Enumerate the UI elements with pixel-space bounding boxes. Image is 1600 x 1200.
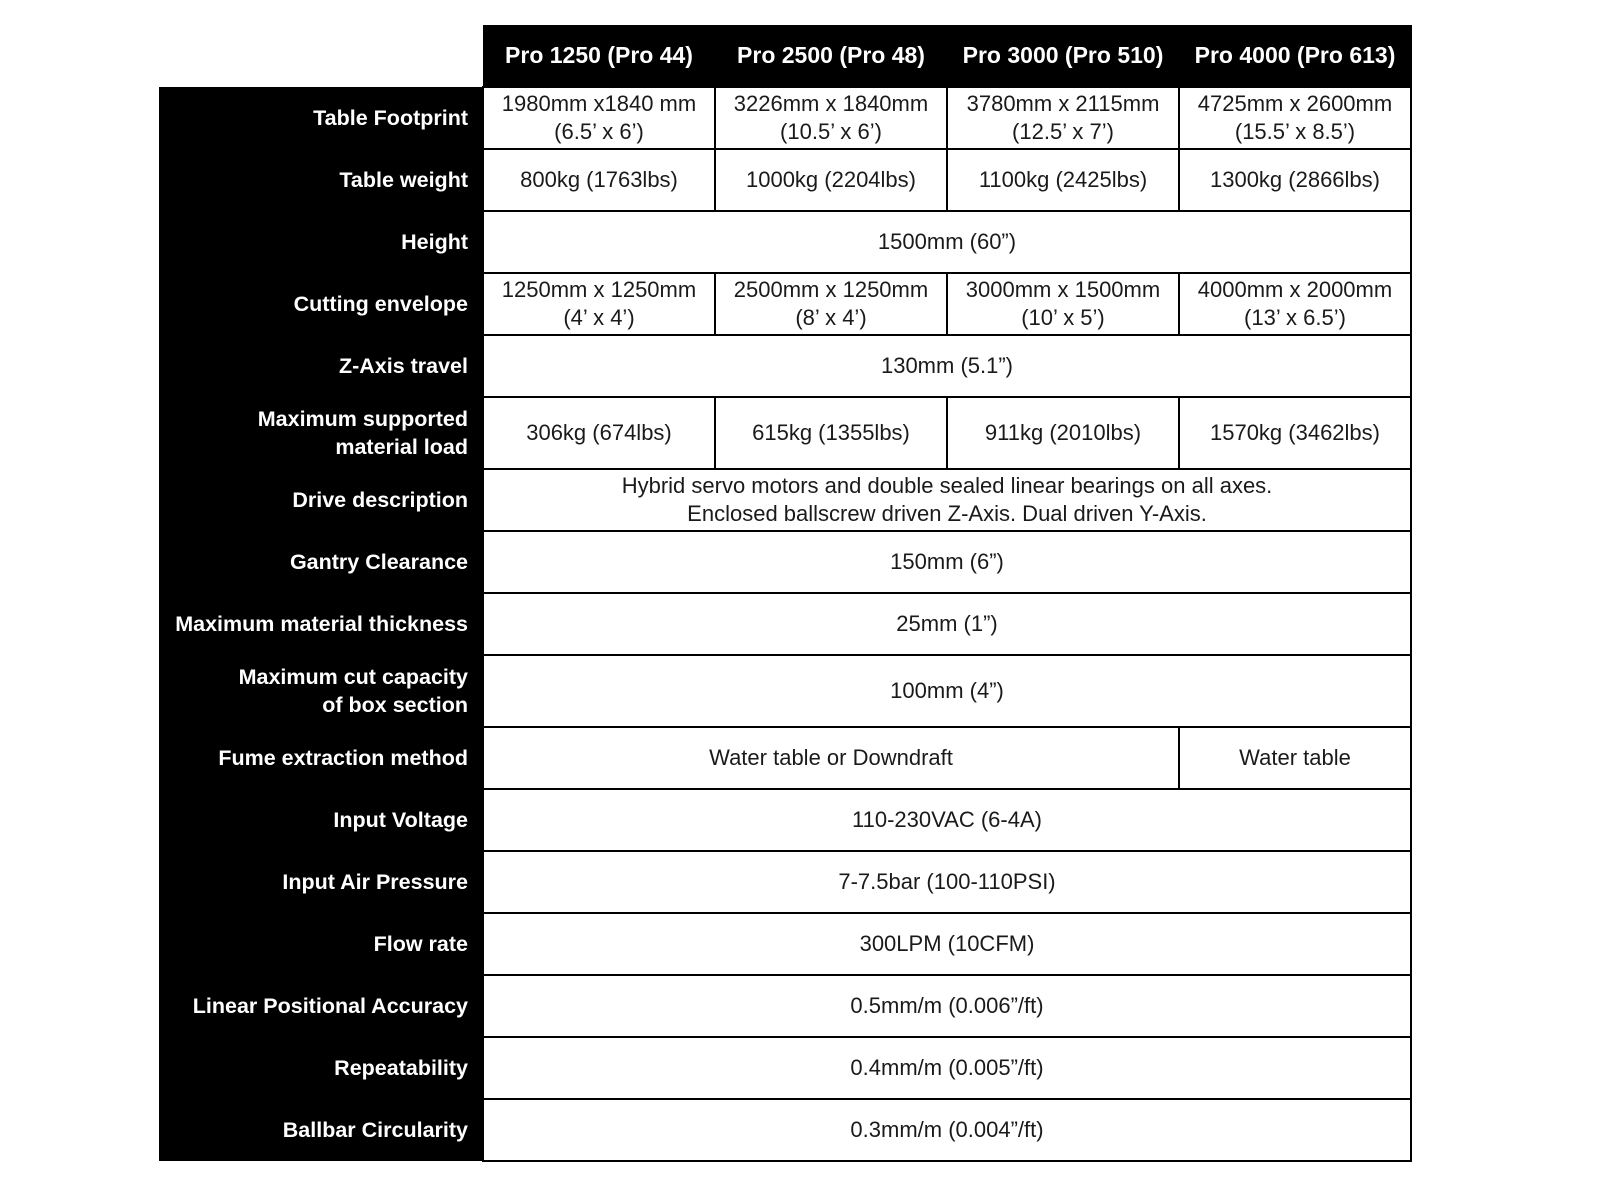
row-table-footprint	[159, 87, 1411, 149]
table-cell: 300LPM (10CFM)	[483, 913, 1411, 975]
table-cell: 0.5mm/m (0.006”/ft)	[483, 975, 1411, 1037]
table-cell: 3000mm x 1500mm (10’ x 5’)	[947, 273, 1179, 335]
row-gantry-clearance	[159, 531, 1411, 593]
row-table-weight	[159, 149, 1411, 211]
row-label: Fume extraction method	[159, 727, 483, 789]
table-cell: 25mm (1”)	[483, 593, 1411, 655]
table-cell: 3780mm x 2115mm (12.5’ x 7’)	[947, 87, 1179, 149]
column-header: Pro 1250 (Pro 44)	[483, 25, 715, 87]
row-label: Gantry Clearance	[159, 531, 483, 593]
row-label: Table weight	[159, 149, 483, 211]
table-cell: 1300kg (2866lbs)	[1179, 149, 1411, 211]
table-cell: 1980mm x1840 mm (6.5’ x 6’)	[483, 87, 715, 149]
row-label: Cutting envelope	[159, 273, 483, 335]
row-max-material-load	[159, 397, 1411, 469]
table-cell: 615kg (1355lbs)	[715, 397, 947, 469]
row-label: Height	[159, 211, 483, 273]
row-label: Repeatability	[159, 1037, 483, 1099]
table-cell: 150mm (6”)	[483, 531, 1411, 593]
row-repeatability	[159, 1037, 1411, 1099]
row-label: Flow rate	[159, 913, 483, 975]
row-linear-accuracy	[159, 975, 1411, 1037]
table-cell: 1500mm (60”)	[483, 211, 1411, 273]
row-label: Z-Axis travel	[159, 335, 483, 397]
table-cell: 0.4mm/m (0.005”/ft)	[483, 1037, 1411, 1099]
table-cell: 800kg (1763lbs)	[483, 149, 715, 211]
row-label: Maximum material thickness	[159, 593, 483, 655]
table-cell: 4000mm x 2000mm (13’ x 6.5’)	[1179, 273, 1411, 335]
column-header: Pro 3000 (Pro 510)	[947, 25, 1179, 87]
table-cell: 1000kg (2204lbs)	[715, 149, 947, 211]
row-label: Input Air Pressure	[159, 851, 483, 913]
table-cell: 1570kg (3462lbs)	[1179, 397, 1411, 469]
corner-cell	[159, 25, 483, 87]
row-fume-extraction	[159, 727, 1411, 789]
row-max-material-thickness	[159, 593, 1411, 655]
table-cell: 1100kg (2425lbs)	[947, 149, 1179, 211]
table-cell: 0.3mm/m (0.004”/ft)	[483, 1099, 1411, 1161]
row-flow-rate	[159, 913, 1411, 975]
row-label: Maximum supported material load	[159, 397, 483, 469]
row-cutting-envelope	[159, 273, 1411, 335]
row-label: Ballbar Circularity	[159, 1099, 483, 1161]
table-cell: 130mm (5.1”)	[483, 335, 1411, 397]
row-height	[159, 211, 1411, 273]
row-label: Maximum cut capacity of box section	[159, 655, 483, 727]
header-row	[159, 25, 1411, 87]
row-max-cut-capacity	[159, 655, 1411, 727]
row-input-air-pressure	[159, 851, 1411, 913]
table-cell: Hybrid servo motors and double sealed linear bearings on all axes. Enclosed ballscrew driven Z-Axis. Dual driven Y-Axis.	[483, 469, 1411, 531]
row-label: Input Voltage	[159, 789, 483, 851]
column-header: Pro 2500 (Pro 48)	[715, 25, 947, 87]
table-cell: Water table or Downdraft	[483, 727, 1179, 789]
table-cell: 4725mm x 2600mm (15.5’ x 8.5’)	[1179, 87, 1411, 149]
table-cell: 7-7.5bar (100-110PSI)	[483, 851, 1411, 913]
row-drive-description	[159, 469, 1411, 531]
row-label: Table Footprint	[159, 87, 483, 149]
row-label: Drive description	[159, 469, 483, 531]
table-cell: 110-230VAC (6-4A)	[483, 789, 1411, 851]
row-ballbar-circularity	[159, 1099, 1411, 1161]
table-cell: 3226mm x 1840mm (10.5’ x 6’)	[715, 87, 947, 149]
spec-table	[159, 25, 1412, 1162]
row-z-axis-travel	[159, 335, 1411, 397]
table-cell: 100mm (4”)	[483, 655, 1411, 727]
row-label: Linear Positional Accuracy	[159, 975, 483, 1037]
column-header: Pro 4000 (Pro 613)	[1179, 25, 1411, 87]
row-input-voltage	[159, 789, 1411, 851]
table-cell: Water table	[1179, 727, 1411, 789]
table-cell: 306kg (674lbs)	[483, 397, 715, 469]
table-cell: 911kg (2010lbs)	[947, 397, 1179, 469]
table-cell: 2500mm x 1250mm (8’ x 4’)	[715, 273, 947, 335]
table-cell: 1250mm x 1250mm (4’ x 4’)	[483, 273, 715, 335]
